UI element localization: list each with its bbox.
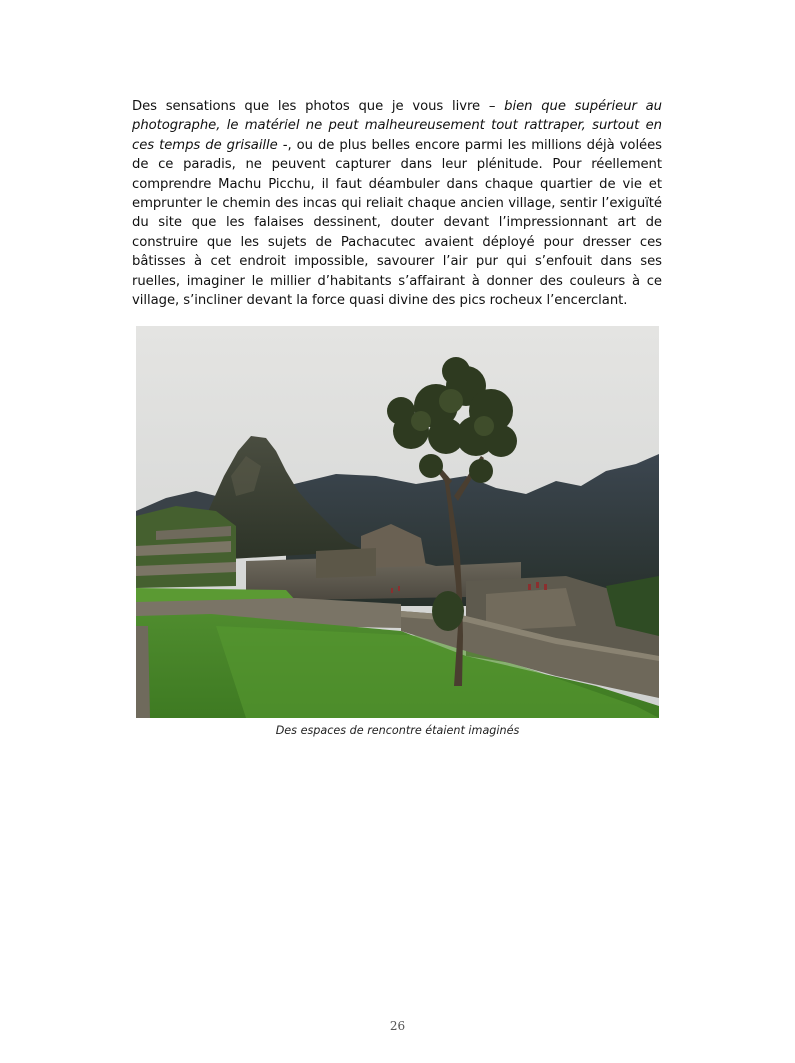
paragraph-text-end: , ou de plus belles encore parmi les millions déjà volées de ce paradis, ne peuvent capturer dans leur plénitude. Pour réellement comprendre Machu Picchu, il faut déambuler dans chaque quartier de vie et emprunter le chemin des incas qui reliait chaque ancien village, sentir l’exiguïté du site que les falaises dessinent, douter devant l’impressionnant art de construire que les sujets de Pachacutec avaient déployé pour dresser ces bâtisses à cet endroit impossible, savourer l’air pur qui s’enfouit dans ses ruelles, imaginer le millier d’habitants s’affairant à donner des couleurs à ce village, s’incliner devant la force quasi divine des pics rocheux l’encerclant. bbox=[132, 137, 663, 309]
paragraph-text-start: Des sensations que les photos que je vous livre – bbox=[132, 99, 505, 114]
page-number: 26 bbox=[389, 1019, 406, 1033]
figure-caption: Des espaces de rencontre étaient imaginés bbox=[275, 724, 520, 737]
machu-picchu-photo bbox=[136, 326, 659, 718]
body-paragraph bbox=[132, 97, 662, 310]
paragraph-italic-aside: bien que supérieur au photographe, le matériel ne peut malheureusement tout rattraper, surtout en ces temps de grisaille - bbox=[132, 99, 662, 153]
